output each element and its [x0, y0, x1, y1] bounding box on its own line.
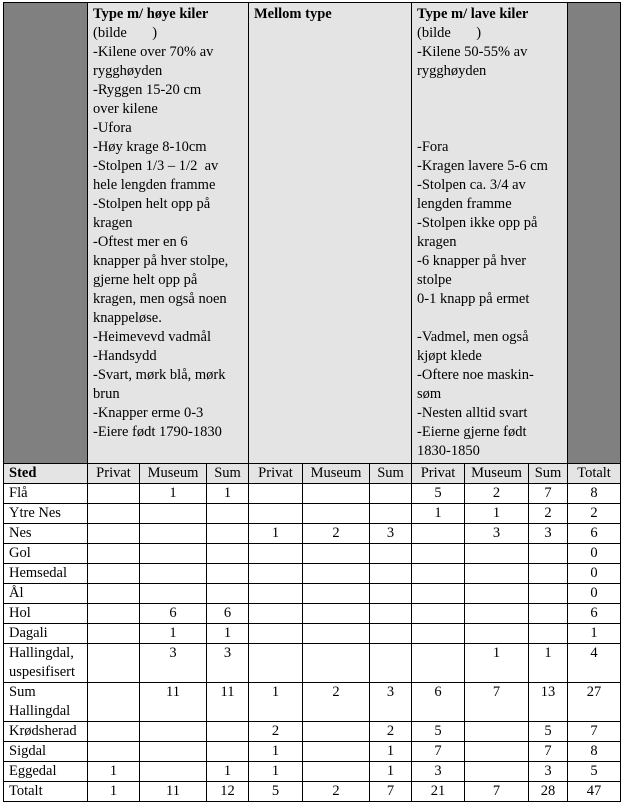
cell-museum	[303, 544, 370, 564]
header-blank-cell	[568, 3, 621, 464]
table-row	[4, 782, 621, 802]
cell-sum	[529, 604, 568, 624]
low-gusset-type-line: -Kilene 50-55% av	[417, 44, 528, 60]
cell-sum	[207, 544, 249, 564]
cell-sum: 3	[370, 524, 412, 544]
high-gusset-type-line: -Ryggen 15-20 cm	[93, 82, 202, 98]
cell-private: 1	[249, 524, 303, 544]
cell-museum	[465, 762, 529, 782]
cell-museum: 2	[303, 524, 370, 544]
cell-museum	[465, 564, 529, 584]
cell-place: Nes	[4, 524, 88, 544]
cell-sum: 1	[207, 484, 249, 504]
cell-sum	[207, 504, 249, 524]
cell-sum: 7	[529, 484, 568, 504]
cell-place: Eggedal	[4, 762, 88, 782]
table-row	[4, 722, 621, 742]
cell-museum: 11	[140, 782, 207, 802]
cell-sum	[207, 722, 249, 742]
low-gusset-type-line: -Eierne gjerne født	[417, 424, 527, 440]
column-header-private: Privat	[88, 464, 140, 484]
cell-private	[249, 544, 303, 564]
middle-type-title: Mellom type	[254, 6, 332, 22]
middle-type-description	[249, 3, 412, 464]
column-header-sum: Sum	[370, 464, 412, 484]
cell-sum: 1	[370, 742, 412, 762]
data-table	[3, 2, 621, 802]
cell-museum	[465, 604, 529, 624]
high-gusset-type-line: brun	[93, 386, 120, 402]
low-gusset-type-line: søm	[417, 386, 442, 402]
low-gusset-type-description	[412, 3, 568, 464]
cell-total: 7	[568, 722, 621, 742]
high-gusset-type-line: hele lengden framme	[93, 177, 216, 193]
low-gusset-type-line: lengden framme	[417, 196, 512, 212]
cell-museum	[303, 604, 370, 624]
cell-private	[249, 584, 303, 604]
cell-sum	[207, 524, 249, 544]
cell-sum: 3	[207, 644, 249, 683]
low-gusset-type-line: -Oftere noe maskin-	[417, 367, 534, 383]
column-header-place: Sted	[4, 464, 88, 484]
cell-museum: 1	[140, 484, 207, 504]
cell-private	[412, 644, 465, 683]
low-gusset-type-line	[417, 119, 562, 138]
high-gusset-type-description	[88, 3, 249, 464]
cell-place: Krødsherad	[4, 722, 88, 742]
cell-museum: 6	[140, 604, 207, 624]
low-gusset-type-line: -Kragen lavere 5-6 cm	[417, 158, 548, 174]
cell-sum	[370, 484, 412, 504]
cell-museum	[140, 742, 207, 762]
header-blank-cell	[4, 3, 88, 464]
cell-private	[249, 644, 303, 683]
low-gusset-type-line: -6 knapper på hver	[417, 253, 527, 269]
cell-private: 1	[249, 762, 303, 782]
low-gusset-type-title: Type m/ lave kiler	[417, 6, 529, 22]
cell-sum: 3	[529, 762, 568, 782]
cell-sum: 12	[207, 782, 249, 802]
cell-museum	[465, 584, 529, 604]
cell-museum	[465, 544, 529, 564]
cell-private	[412, 544, 465, 564]
cell-private	[412, 604, 465, 624]
table-row	[4, 584, 621, 604]
cell-museum	[465, 624, 529, 644]
high-gusset-type-line: -Ufora	[93, 120, 132, 136]
cell-private: 3	[412, 762, 465, 782]
cell-museum: 2	[303, 683, 370, 722]
high-gusset-type-line: -Heimevevd vadmål	[93, 329, 211, 345]
high-gusset-type-line: knappeløse.	[93, 310, 162, 326]
cell-museum: 3	[465, 524, 529, 544]
cell-museum: 1	[140, 624, 207, 644]
column-header-museum: Museum	[303, 464, 370, 484]
table-row	[4, 742, 621, 762]
cell-private: 1	[88, 762, 140, 782]
cell-total: 0	[568, 584, 621, 604]
cell-sum	[370, 584, 412, 604]
high-gusset-type-line: -Oftest mer en 6	[93, 234, 188, 250]
cell-private	[88, 484, 140, 504]
cell-total: 8	[568, 742, 621, 762]
cell-museum: 7	[465, 683, 529, 722]
cell-sum	[529, 624, 568, 644]
cell-private	[249, 504, 303, 524]
cell-sum	[370, 644, 412, 683]
cell-museum: 11	[140, 683, 207, 722]
cell-museum	[303, 504, 370, 524]
cell-museum	[465, 722, 529, 742]
cell-private: 5	[412, 484, 465, 504]
table-row	[4, 504, 621, 524]
low-gusset-type-line	[417, 81, 562, 100]
cell-place: Ytre Nes	[4, 504, 88, 524]
high-gusset-type-line: -Høy krage 8-10cm	[93, 139, 207, 155]
cell-private	[88, 683, 140, 722]
cell-total: 1	[568, 624, 621, 644]
cell-museum: 1	[465, 644, 529, 683]
cell-private: 5	[249, 782, 303, 802]
cell-museum	[303, 484, 370, 504]
cell-private: 6	[412, 683, 465, 722]
cell-museum	[303, 564, 370, 584]
table-row	[4, 484, 621, 504]
low-gusset-type-line: (bilde )	[417, 25, 482, 41]
cell-total: 5	[568, 762, 621, 782]
cell-museum	[303, 624, 370, 644]
cell-sum: 11	[207, 683, 249, 722]
cell-total: 6	[568, 524, 621, 544]
cell-place: Hallingdal, uspesifisert	[4, 644, 88, 683]
high-gusset-type-line: (bilde )	[93, 25, 158, 41]
cell-museum	[140, 544, 207, 564]
cell-sum	[370, 604, 412, 624]
cell-private	[412, 524, 465, 544]
cell-private: 21	[412, 782, 465, 802]
low-gusset-type-line: -Stolpen ikke opp på	[417, 215, 538, 231]
cell-private	[88, 624, 140, 644]
cell-place: Gol	[4, 544, 88, 564]
low-gusset-type-line: 0-1 knapp på ermet	[417, 291, 530, 307]
column-header-total: Totalt	[568, 464, 621, 484]
cell-sum: 6	[207, 604, 249, 624]
cell-sum: 2	[529, 504, 568, 524]
cell-private: 1	[88, 782, 140, 802]
high-gusset-type-line: -Svart, mørk blå, mørk	[93, 367, 226, 383]
cell-private	[88, 584, 140, 604]
table-row	[4, 644, 621, 683]
cell-sum	[529, 564, 568, 584]
cell-place: Sigdal	[4, 742, 88, 762]
cell-total: 0	[568, 564, 621, 584]
cell-private	[249, 484, 303, 504]
cell-sum	[207, 584, 249, 604]
low-gusset-type-line: rygghøyden	[417, 63, 487, 79]
low-gusset-type-line: -Fora	[417, 139, 449, 155]
high-gusset-type-line: -Stolpen helt opp på	[93, 196, 211, 212]
cell-sum: 7	[370, 782, 412, 802]
high-gusset-type-line: -Eiere født 1790-1830	[93, 424, 222, 440]
table-row	[4, 524, 621, 544]
high-gusset-type-line: kragen	[93, 215, 133, 231]
cell-place: Flå	[4, 484, 88, 504]
cell-museum	[140, 504, 207, 524]
cell-total: 47	[568, 782, 621, 802]
cell-place: Sum Hallingdal	[4, 683, 88, 722]
column-header-museum: Museum	[140, 464, 207, 484]
cell-total: 8	[568, 484, 621, 504]
cell-sum	[207, 742, 249, 762]
cell-sum: 2	[370, 722, 412, 742]
cell-private: 1	[249, 683, 303, 722]
cell-place: Totalt	[4, 782, 88, 802]
high-gusset-type-line: -Stolpen 1/3 – 1/2 av	[93, 158, 219, 174]
type-description-row	[4, 3, 621, 464]
cell-private	[88, 722, 140, 742]
low-gusset-type-line: -Stolpen ca. 3/4 av	[417, 177, 526, 193]
cell-total: 0	[568, 544, 621, 564]
cell-sum: 3	[529, 524, 568, 544]
cell-private	[412, 584, 465, 604]
cell-sum: 1	[370, 762, 412, 782]
column-header-private: Privat	[412, 464, 465, 484]
column-header-private: Privat	[249, 464, 303, 484]
cell-sum: 28	[529, 782, 568, 802]
high-gusset-type-line: rygghøyden	[93, 63, 163, 79]
cell-private	[88, 564, 140, 584]
table-row	[4, 604, 621, 624]
low-gusset-type-line: kragen	[417, 234, 457, 250]
cell-sum	[207, 564, 249, 584]
high-gusset-type-line: gjerne helt opp på	[93, 272, 198, 288]
cell-sum	[370, 504, 412, 524]
column-header-sum: Sum	[529, 464, 568, 484]
high-gusset-type-line: -Handsydd	[93, 348, 157, 364]
cell-private	[249, 624, 303, 644]
high-gusset-type-line: knapper på hver stolpe,	[93, 253, 229, 269]
cell-private: 7	[412, 742, 465, 762]
cell-sum	[529, 544, 568, 564]
cell-private	[249, 564, 303, 584]
low-gusset-type-line	[417, 309, 562, 328]
cell-place: Hemsedal	[4, 564, 88, 584]
cell-private	[88, 644, 140, 683]
cell-private	[412, 564, 465, 584]
cell-place: Hol	[4, 604, 88, 624]
cell-museum	[303, 762, 370, 782]
cell-private	[88, 544, 140, 564]
cell-museum: 2	[303, 782, 370, 802]
low-gusset-type-line	[417, 100, 562, 119]
cell-place: Dagali	[4, 624, 88, 644]
cell-sum: 3	[370, 683, 412, 722]
cell-sum: 1	[207, 762, 249, 782]
column-header-sum: Sum	[207, 464, 249, 484]
cell-sum	[370, 624, 412, 644]
table-row	[4, 683, 621, 722]
cell-museum: 2	[465, 484, 529, 504]
cell-sum: 1	[207, 624, 249, 644]
cell-museum	[140, 722, 207, 742]
cell-museum	[140, 524, 207, 544]
table-row	[4, 564, 621, 584]
cell-sum: 1	[529, 644, 568, 683]
low-gusset-type-line: -Nesten alltid svart	[417, 405, 528, 421]
cell-museum	[465, 742, 529, 762]
cell-private	[88, 604, 140, 624]
cell-total: 27	[568, 683, 621, 722]
cell-museum	[140, 584, 207, 604]
cell-total: 6	[568, 604, 621, 624]
high-gusset-type-title: Type m/ høye kiler	[93, 6, 209, 22]
column-header-museum: Museum	[465, 464, 529, 484]
cell-private	[88, 524, 140, 544]
high-gusset-type-line: kragen, men også noen	[93, 291, 227, 307]
cell-total: 2	[568, 504, 621, 524]
low-gusset-type-line: stolpe	[417, 272, 452, 288]
cell-museum: 3	[140, 644, 207, 683]
cell-sum: 7	[529, 742, 568, 762]
cell-museum: 7	[465, 782, 529, 802]
cell-museum	[303, 584, 370, 604]
cell-museum	[303, 644, 370, 683]
table-row	[4, 624, 621, 644]
cell-museum	[140, 564, 207, 584]
cell-sum: 5	[529, 722, 568, 742]
high-gusset-type-line: -Knapper erme 0-3	[93, 405, 204, 421]
cell-private	[249, 604, 303, 624]
cell-sum: 13	[529, 683, 568, 722]
column-header-row	[4, 464, 621, 484]
high-gusset-type-line: over kilene	[93, 101, 158, 117]
cell-sum	[370, 564, 412, 584]
table-row	[4, 544, 621, 564]
cell-museum: 1	[465, 504, 529, 524]
low-gusset-type-line: 1830-1850	[417, 443, 480, 459]
cell-museum	[303, 742, 370, 762]
cell-museum	[303, 722, 370, 742]
low-gusset-type-line: -Vadmel, men også	[417, 329, 529, 345]
cell-private: 2	[249, 722, 303, 742]
cell-sum	[529, 584, 568, 604]
table-row	[4, 762, 621, 782]
cell-private: 1	[249, 742, 303, 762]
low-gusset-type-line: kjøpt klede	[417, 348, 482, 364]
cell-private	[88, 504, 140, 524]
cell-museum	[140, 762, 207, 782]
cell-private	[412, 624, 465, 644]
cell-total: 4	[568, 644, 621, 683]
cell-private: 1	[412, 504, 465, 524]
cell-private	[88, 742, 140, 762]
cell-private: 5	[412, 722, 465, 742]
high-gusset-type-line: -Kilene over 70% av	[93, 44, 214, 60]
cell-place: Ål	[4, 584, 88, 604]
cell-sum	[370, 544, 412, 564]
